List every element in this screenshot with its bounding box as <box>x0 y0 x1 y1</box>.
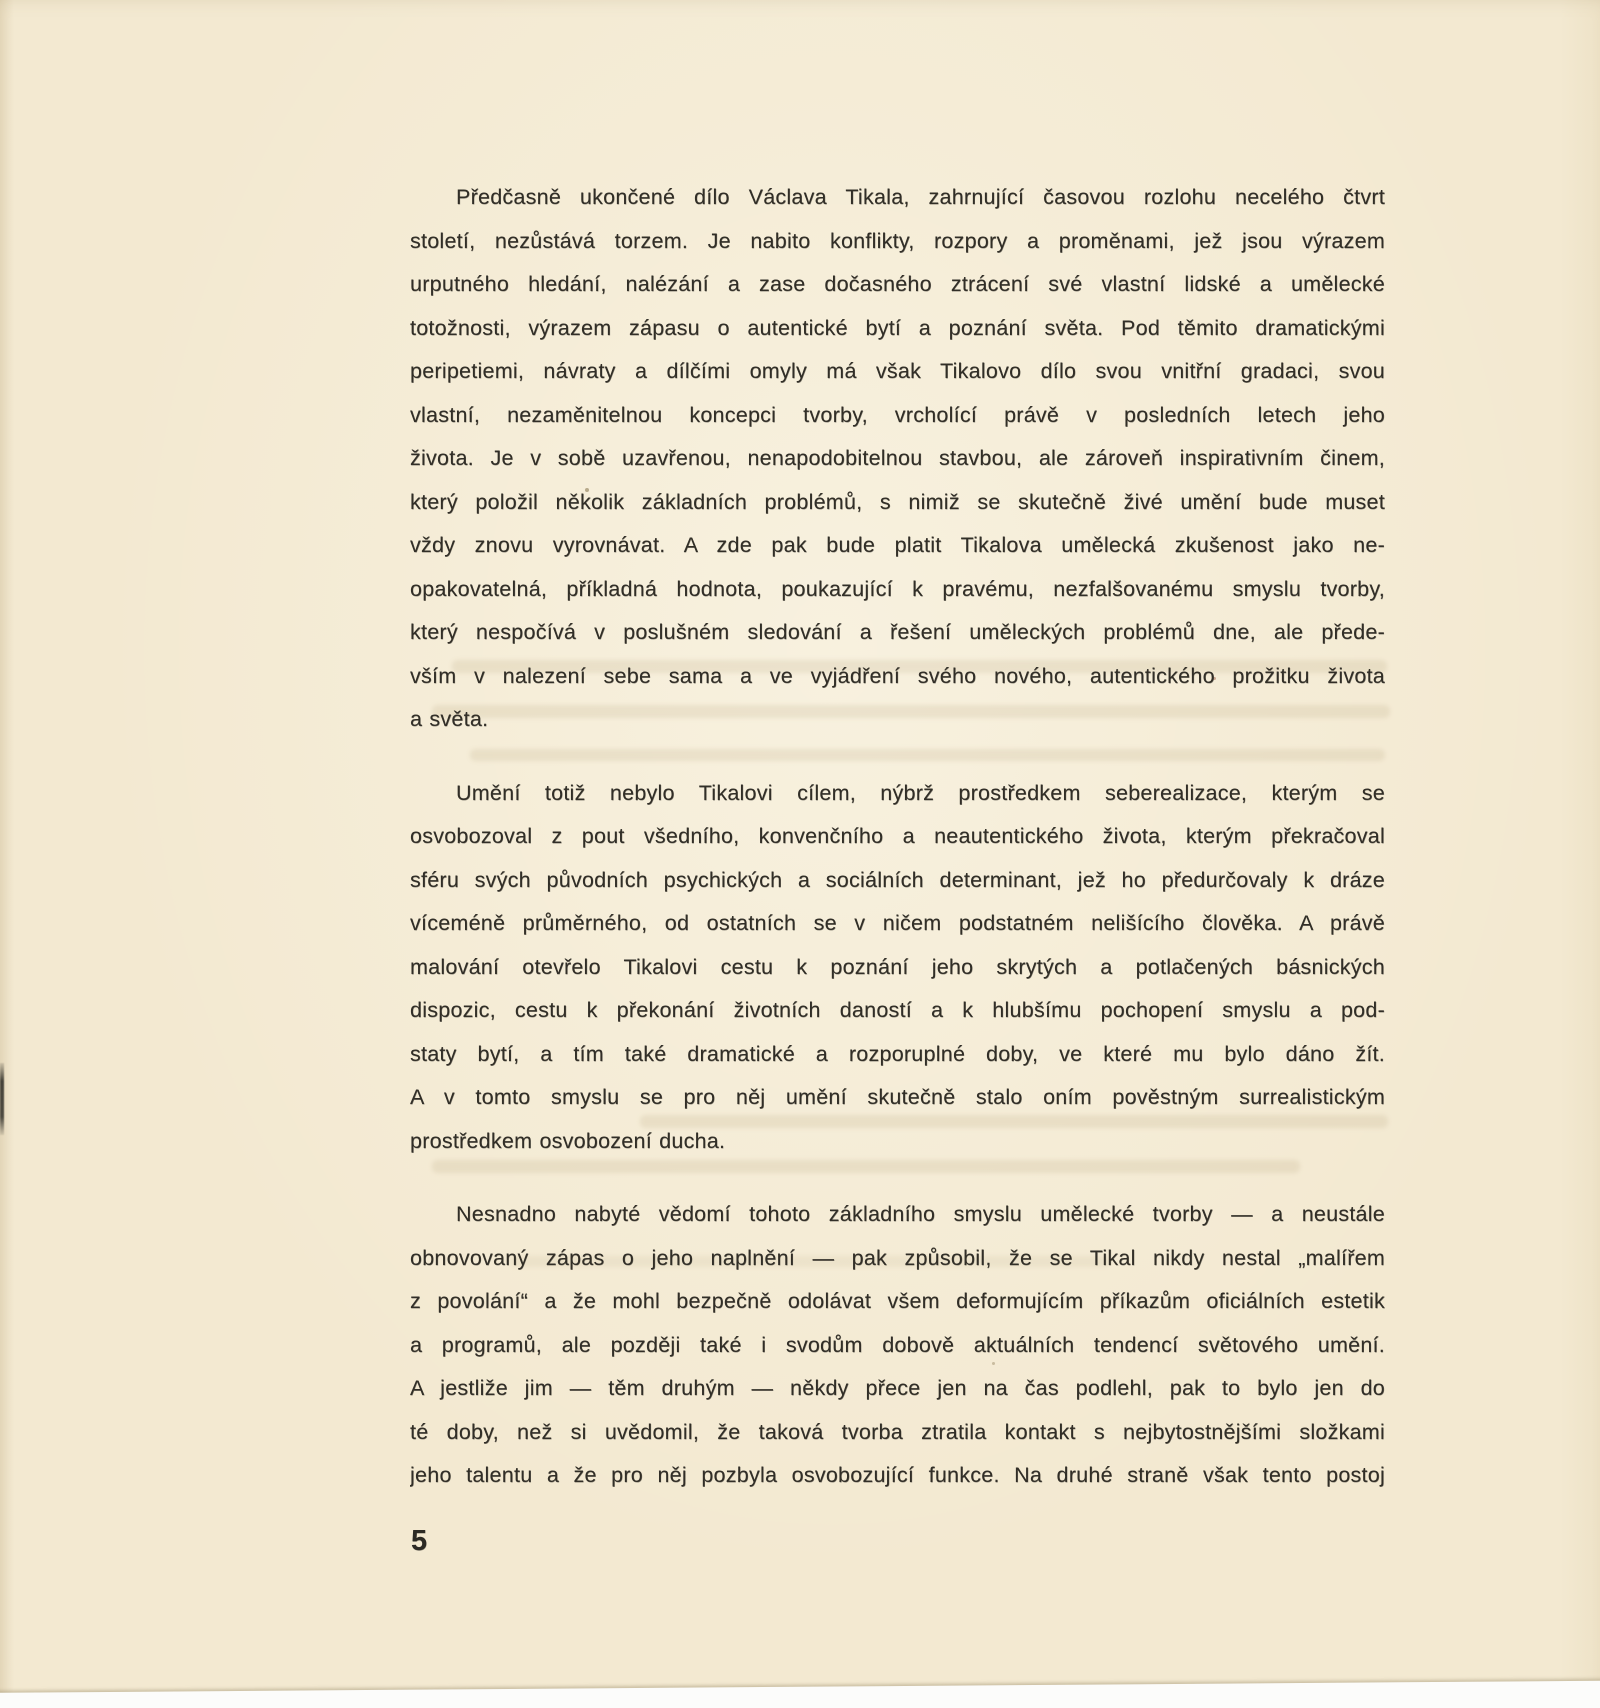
text-line: obnovovaný zápas o jeho naplnění — pak způsobil, že se Tikal nikdy nestal „malířem <box>410 1245 1385 1270</box>
text-line: opakovatelná, příkladná hodnota, poukazující k pravému, nezfalšovanému smyslu tvorby, <box>410 576 1385 601</box>
scan-edge-artifact <box>0 1063 4 1135</box>
text-line: malování otevřelo Tikalovi cestu k poznání jeho skrytých a potlačených básnických <box>410 954 1385 979</box>
paragraph <box>410 772 1385 1164</box>
text-line: vlastní, nezaměnitelnou koncepci tvorby, vrcholící právě v posledních letech jeho <box>410 402 1385 427</box>
text-line: který nespočívá v poslušném sledování a řešení uměleckých problémů dne, ale přede- <box>410 620 1385 644</box>
text-line: století, nezůstává torzem. Je nabito konflikty, rozpory a proměnami, jež jsou výrazem <box>410 228 1385 253</box>
text-line: prostředkem osvobození ducha. <box>410 1128 726 1153</box>
text-line: Umění totiž nebylo Tikalovi cílem, nýbrž prostředkem seberealizace, kterým se <box>456 780 1385 805</box>
text-line: staty bytí, a tím také dramatické a rozporuplné doby, ve které mu bylo dáno žít. <box>410 1041 1385 1066</box>
text-line: Předčasně ukončené dílo Václava Tikala, zahrnující časovou rozlohu necelého čtvrt <box>456 185 1385 209</box>
text-line: sféru svých původních psychických a sociálních determinant, jež ho předurčovaly k dráze <box>410 867 1385 892</box>
text-line: A v tomto smyslu se pro něj umění skutečně stalo oním pověstným surrealistickým <box>410 1085 1385 1109</box>
text-line: a programů, ale později také i svodům dobově aktuálních tendencí světového umění. <box>410 1332 1385 1357</box>
paragraph <box>410 1193 1385 1498</box>
text-line: Nesnadno nabyté vědomí tohoto základního smyslu umělecké tvorby — a neustále <box>456 1202 1385 1226</box>
text-line: peripetiemi, návraty a dílčími omyly má však Tikalovo dílo svou vnitřní gradaci, svou <box>410 359 1385 383</box>
text-line: dispozic, cestu k překonání životních daností a k hlubšímu pochopení smyslu a pod- <box>410 998 1385 1022</box>
text-line: vším v nalezení sebe sama a ve vyjádření svého nového, autentického prožitku života <box>410 663 1385 688</box>
text-line: urputného hledání, nalézání a zase dočasného ztrácení své vlastní lidské a umělecké <box>410 272 1385 296</box>
text-line: osvobozoval z pout všedního, konvenčního a neautentického života, kterým překračoval <box>410 824 1385 848</box>
text-line: vždy znovu vyrovnávat. A zde pak bude platit Tikalova umělecká zkušenost jako ne- <box>410 533 1385 557</box>
text-line: a světa. <box>410 707 489 731</box>
text-line: A jestliže jim — těm druhým — někdy přece jen na čas podlehl, pak to bylo jen do <box>410 1376 1385 1400</box>
text-line: víceméně průměrného, od ostatních se v ničem podstatném nelišícího člověka. A právě <box>410 911 1385 935</box>
body-text-column <box>410 176 1385 1498</box>
text-line: který položil několik základních problémů, s nimiž se skutečně živé umění bude muset <box>410 489 1385 514</box>
text-line: totožnosti, výrazem zápasu o autentické bytí a poznání světa. Pod těmito dramatickými <box>410 315 1385 340</box>
page-number: 5 <box>411 1525 428 1557</box>
text-line: té doby, než si uvědomil, že taková tvorba ztratila kontakt s nejbytostnějšími složkami <box>410 1419 1385 1444</box>
paragraph <box>410 176 1385 742</box>
text-line: jeho talentu a že pro něj pozbyla osvobozující funkce. Na druhé straně však tento postoj <box>410 1463 1385 1487</box>
text-line: z povolání“ a že mohl bezpečně odolávat všem deformujícím příkazům oficiálních estetik <box>410 1289 1385 1313</box>
text-line: života. Je v sobě uzavřenou, nenapodobitelnou stavbou, ale zároveň inspirativním činem, <box>410 446 1385 470</box>
